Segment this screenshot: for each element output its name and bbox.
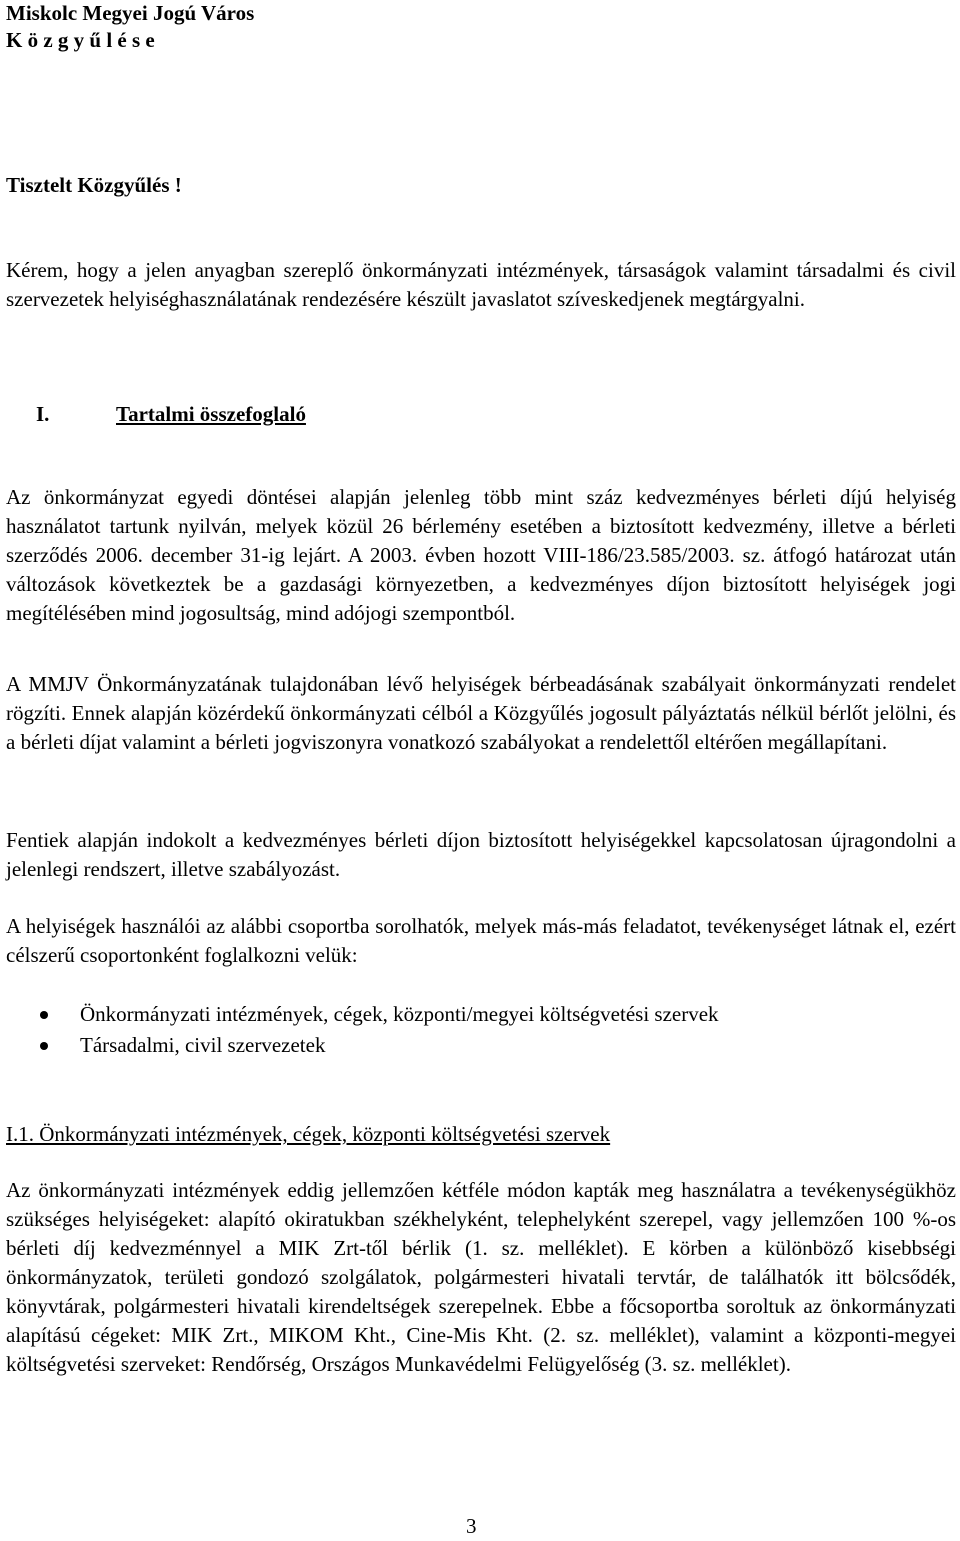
page-number: 3 — [466, 1514, 477, 1538]
bullet-icon — [40, 1011, 48, 1019]
salutation: Tisztelt Közgyűlés ! — [6, 173, 182, 197]
document-header — [6, 0, 956, 54]
subsection-heading — [6, 1120, 956, 1149]
list-item-text: Társadalmi, civil szervezetek — [80, 1033, 326, 1057]
paragraph-2: A MMJV Önkormányzatának tulajdonában lévő helyiségek bérbeadásának szabályait önkormányzati rendelet rögzíti. Ennek alapján közérdekű önkormányzati célból a Közgyűlés jogosult pályáztatás nélkül bérlőt jelölni, és a bérleti díjat valamint a bérleti jogviszonyra vonatkozó szabályokat a rendelettől eltérően megállapítani. — [6, 672, 956, 754]
section-number: I. — [36, 402, 50, 426]
paragraph-3: Fentiek alapján indokolt a kedvezményes bérleti díjon biztosított helyiségekkel kapcsolatosan újragondolni a jelenlegi rendszert, illetve szabályozást. — [6, 828, 956, 881]
list-item — [6, 1000, 719, 1031]
paragraph-5: Az önkormányzati intézmények eddig jellemzően kétféle módon kapták meg használatra a tevékenységükhöz szükséges helyiségeket: alapító okiratukban székhelyként, telephelyként szerepel, vagy jellemzően 100 %-os bérleti díj kedvezménnyel a MIK Zrt-től bérlik (1. sz. melléklet). E körben a különböző kisebbségi önkormányzatok, területi gondozó szolgálatok, polgármesteri hivatali tervtár, de találhatók itt bölcsődék, könyvtárak, polgármesteri hivatali kirendeltségek szerepelnek. Ebbe a főcsoportba soroltuk az önkormányzati alapítású cégeket: MIK Zrt., MIKOM Kht., Cine-Mis Kht. (2. sz. melléklet), valamint a központi-megyei költségvetési szerveket: Rendőrség, Országos Munkavédelmi Felügyelőség (3. sz. melléklet). — [6, 1178, 956, 1376]
paragraph-1: Az önkormányzat egyedi döntései alapján jelenleg több mint száz kedvezményes bérleti díjú helyiség használatot tartunk nyilván, melyek közül 26 bérlemény esetében a biztosított kedvezmény, illetve a bérleti szerződés 2006. december 31-ig lejárt. A 2003. évben hozott VIII-186/23.585/2003. sz. átfogó határozat után változások következtek be a gazdasági környezetben, a kedvezményes díjon biztosított helyiségek jogi megítélésében mind jogosultság, mind adójogi szempontból. — [6, 485, 956, 625]
intro-paragraph: Kérem, hogy a jelen anyagban szereplő önkormányzati intézmények, társaságok valamint társadalmi és civil szervezetek helyiséghasználatának rendezésére készült javaslatot szíveskedjenek megtárgyalni. — [6, 258, 956, 311]
list-item — [6, 1031, 719, 1062]
section-title: Tartalmi összefoglaló — [116, 402, 306, 426]
list-item-text: Önkormányzati intézmények, cégek, központi/megyei költségvetési szervek — [80, 1002, 719, 1026]
bullet-icon — [40, 1042, 48, 1050]
header-assembly-name: K ö z g y ű l é s e — [6, 28, 155, 52]
group-list — [6, 1000, 719, 1062]
paragraph-4: A helyiségek használói az alábbi csoportba sorolhatók, melyek más-más feladatot, tevékenységet látnak el, ezért célszerű csoportonként foglalkozni velük: — [6, 914, 956, 967]
subsection-title: I.1. Önkormányzati intézmények, cégek, központi költségvetési szervek — [6, 1122, 611, 1146]
header-city-name: Miskolc Megyei Jogú Város — [6, 1, 255, 25]
section-heading — [6, 400, 956, 429]
